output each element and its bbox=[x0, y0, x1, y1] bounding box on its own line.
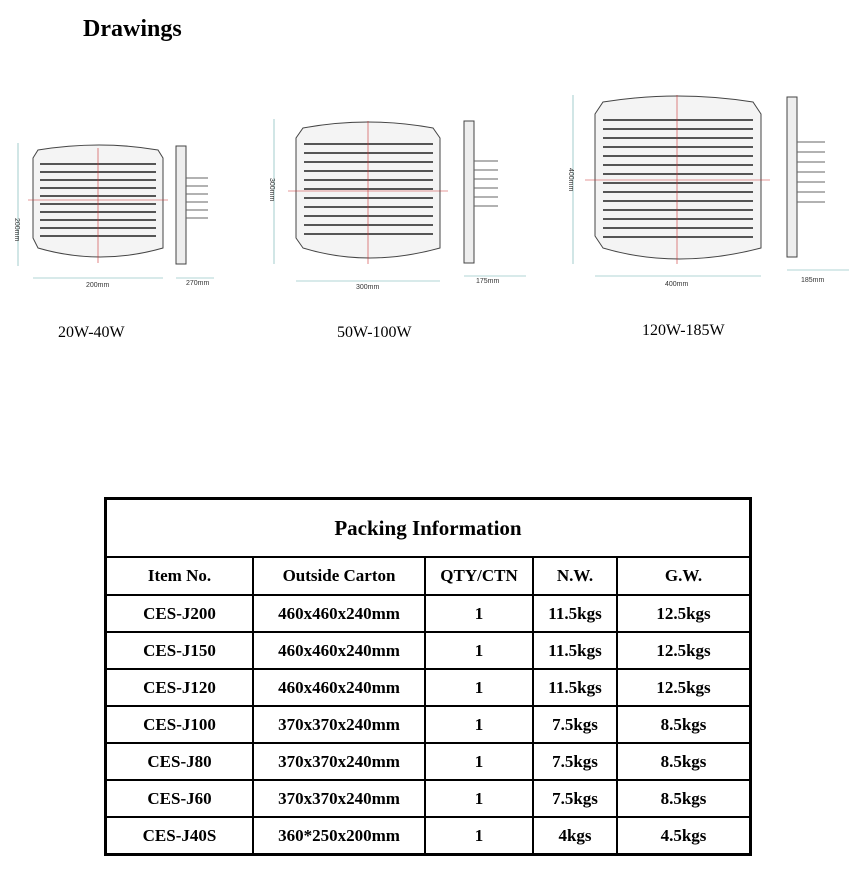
drawing-50w-100w bbox=[268, 116, 530, 294]
table-row bbox=[106, 669, 751, 706]
cell-item: CES-J150 bbox=[106, 632, 254, 669]
cell-nw: 4kgs bbox=[533, 817, 617, 855]
caption-20w-40w: 20W-40W bbox=[58, 324, 125, 341]
width-dim: 400mm bbox=[665, 281, 689, 288]
cell-gw: 4.5kgs bbox=[617, 817, 751, 855]
caption-50w-100w: 50W-100W bbox=[337, 324, 412, 341]
col-item-no: Item No. bbox=[106, 557, 254, 595]
table-row bbox=[106, 817, 751, 855]
cell-gw: 8.5kgs bbox=[617, 743, 751, 780]
table-row bbox=[106, 595, 751, 632]
cell-carton: 460x460x240mm bbox=[253, 632, 425, 669]
cell-item: CES-J200 bbox=[106, 595, 254, 632]
side-dim: 175mm bbox=[476, 278, 500, 285]
cell-carton: 370x370x240mm bbox=[253, 743, 425, 780]
packing-title: Packing Information bbox=[106, 499, 751, 558]
packing-table bbox=[104, 497, 752, 856]
col-nw: N.W. bbox=[533, 557, 617, 595]
cell-nw: 7.5kgs bbox=[533, 743, 617, 780]
height-dim: 200mm bbox=[13, 218, 20, 242]
cell-qty: 1 bbox=[425, 706, 533, 743]
width-dim: 200mm bbox=[86, 282, 110, 289]
col-outside-carton: Outside Carton bbox=[253, 557, 425, 595]
cell-qty: 1 bbox=[425, 817, 533, 855]
height-dim: 400mm bbox=[567, 168, 574, 192]
cell-item: CES-J120 bbox=[106, 669, 254, 706]
height-dim: 300mm bbox=[268, 178, 275, 202]
drawing-120w-185w bbox=[565, 92, 855, 292]
cell-gw: 12.5kgs bbox=[617, 595, 751, 632]
cell-item: CES-J40S bbox=[106, 817, 254, 855]
side-dim: 185mm bbox=[801, 277, 825, 284]
side-dim: 270mm bbox=[186, 280, 210, 287]
page-title: Drawings bbox=[83, 16, 182, 42]
table-row bbox=[106, 743, 751, 780]
cell-carton: 460x460x240mm bbox=[253, 595, 425, 632]
cell-item: CES-J60 bbox=[106, 780, 254, 817]
col-qty-ctn: QTY/CTN bbox=[425, 557, 533, 595]
table-row bbox=[106, 632, 751, 669]
cell-carton: 460x460x240mm bbox=[253, 669, 425, 706]
width-dim: 300mm bbox=[356, 284, 380, 291]
caption-120w-185w: 120W-185W bbox=[642, 322, 725, 339]
cell-gw: 12.5kgs bbox=[617, 669, 751, 706]
table-row bbox=[106, 706, 751, 743]
cell-carton: 360*250x200mm bbox=[253, 817, 425, 855]
cell-gw: 8.5kgs bbox=[617, 706, 751, 743]
cell-nw: 7.5kgs bbox=[533, 780, 617, 817]
drawing-20w-40w bbox=[8, 138, 218, 290]
cell-gw: 12.5kgs bbox=[617, 632, 751, 669]
col-gw: G.W. bbox=[617, 557, 751, 595]
cell-carton: 370x370x240mm bbox=[253, 780, 425, 817]
cell-item: CES-J100 bbox=[106, 706, 254, 743]
cell-nw: 11.5kgs bbox=[533, 632, 617, 669]
cell-nw: 11.5kgs bbox=[533, 669, 617, 706]
header-row bbox=[106, 557, 751, 595]
cell-qty: 1 bbox=[425, 669, 533, 706]
cell-nw: 11.5kgs bbox=[533, 595, 617, 632]
cell-nw: 7.5kgs bbox=[533, 706, 617, 743]
cell-qty: 1 bbox=[425, 780, 533, 817]
cell-gw: 8.5kgs bbox=[617, 780, 751, 817]
cell-qty: 1 bbox=[425, 743, 533, 780]
cell-qty: 1 bbox=[425, 632, 533, 669]
cell-qty: 1 bbox=[425, 595, 533, 632]
table-row bbox=[106, 780, 751, 817]
cell-carton: 370x370x240mm bbox=[253, 706, 425, 743]
cell-item: CES-J80 bbox=[106, 743, 254, 780]
